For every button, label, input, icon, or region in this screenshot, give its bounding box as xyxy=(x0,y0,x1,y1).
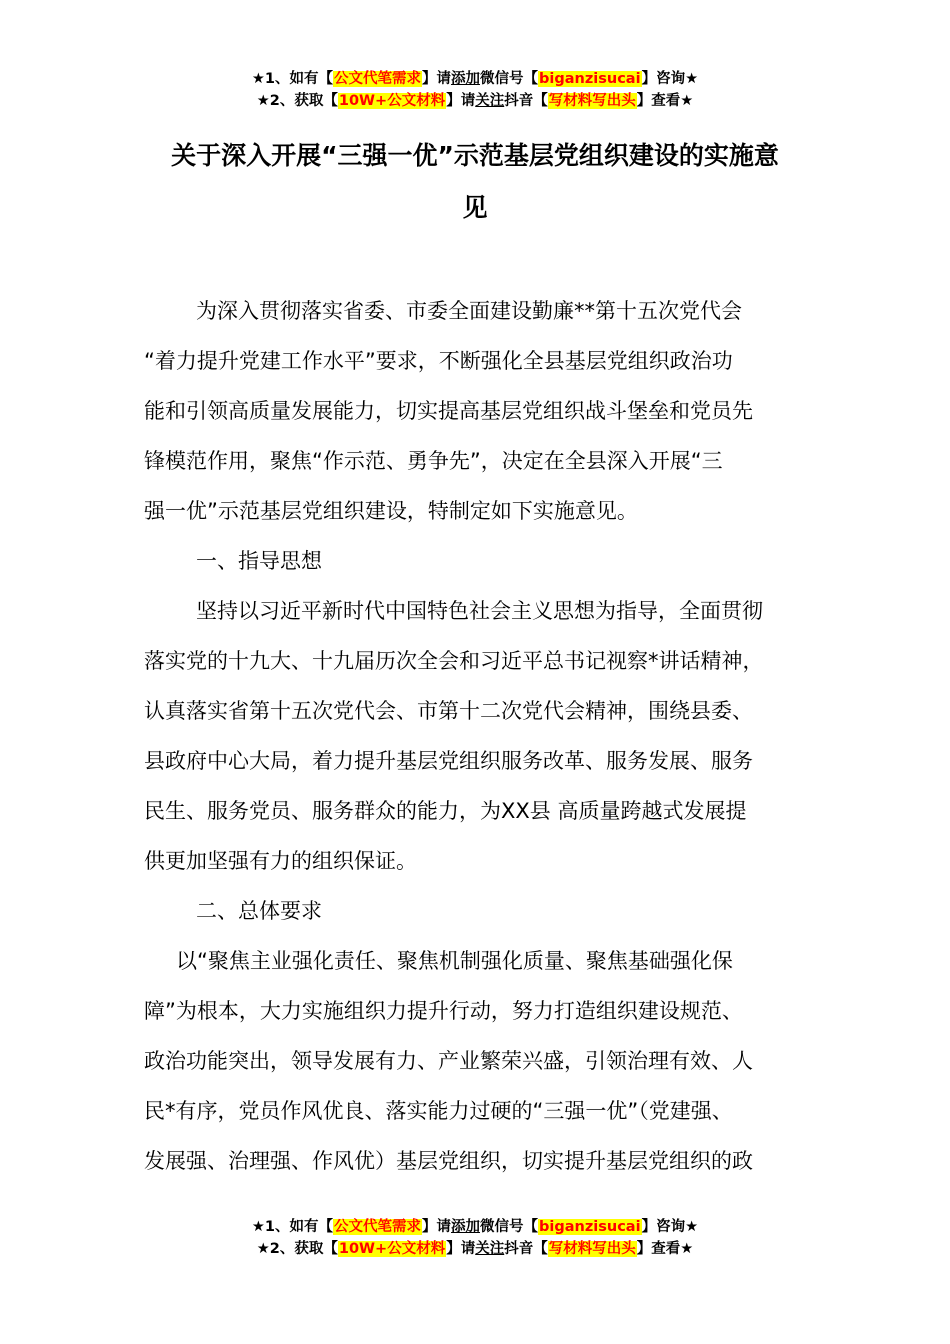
promo-highlight: biganzisucai xyxy=(539,71,641,87)
promo-highlight: 公文代笔需求 xyxy=(334,1219,422,1235)
paragraph-general-requirements: 以“聚焦主业强化责任、聚焦机制强化质量、聚焦基础强化保 障”为根本，大力实施组织力提升行动，努力打造组织建设规范、 政治功能突出，领导发展有力、产业繁荣兴盛，引领治理有效、人 民*有序，党员作风优良、落实能力过硬的“三强一优”（党建强、 发展强、治理强、作风优）基层党组织，切实提升基层党组织的政 xyxy=(144,949,753,1173)
paragraph-guiding-thought: 坚持以习近平新时代中国特色社会主义思想为指导，全面贯彻 落实党的十九大、十九届历次全会和习近平总书记视察*讲话精神， 认真落实省第十五次党代会、市第十二次党代会精神，围绕县委、 县政府中心大局，着力提升基层党组织服务改革、服务发展、服务 民生、服务党员、服务群众的能力，为XX县 高质量跨越式发展提 供更加坚强有力的组织保证。 xyxy=(144,599,764,873)
promo-highlight: biganzisucai xyxy=(539,1219,641,1235)
promo-highlight: 写材料写出头 xyxy=(548,93,636,109)
section-heading-1: 一、指导思想 xyxy=(196,549,322,573)
promo-banner-bottom xyxy=(0,1216,950,1260)
document-title: 关于深入开展“三强一优”示范基层党组织建设的实施意 见 xyxy=(171,141,779,222)
promo-line-2: ★2、获取【10W+公文材料】请关注抖音【写材料写出头】查看★ xyxy=(256,1241,694,1257)
promo-highlight: 10W+公文材料 xyxy=(338,1241,446,1257)
promo-highlight: 公文代笔需求 xyxy=(334,71,422,87)
promo-line-2: ★2、获取【10W+公文材料】请关注抖音【写材料写出头】查看★ xyxy=(256,93,694,109)
promo-highlight: 10W+公文材料 xyxy=(338,93,446,109)
promo-banner-top xyxy=(0,68,950,112)
promo-line-1: ★1、如有【公文代笔需求】请添加微信号【biganzisucai】咨询★ xyxy=(251,1219,699,1235)
document-body xyxy=(144,286,804,1186)
section-heading-2: 二、总体要求 xyxy=(196,899,322,923)
paragraph-intro: 为深入贯彻落实省委、市委全面建设勤廉**第十五次党代会 “着力提升党建工作水平”要求，不断强化全县基层党组织政治功 能和引领高质量发展能力，切实提高基层党组织战斗堡垒和党员先 锋模范作用，聚焦“作示范、勇争先”，决定在全县深入开展“三 强一优”示范基层党组织建设，特制定如下实施意见。 xyxy=(144,299,753,523)
promo-highlight: 写材料写出头 xyxy=(548,1241,636,1257)
promo-line-1: ★1、如有【公文代笔需求】请添加微信号【biganzisucai】咨询★ xyxy=(251,71,699,87)
